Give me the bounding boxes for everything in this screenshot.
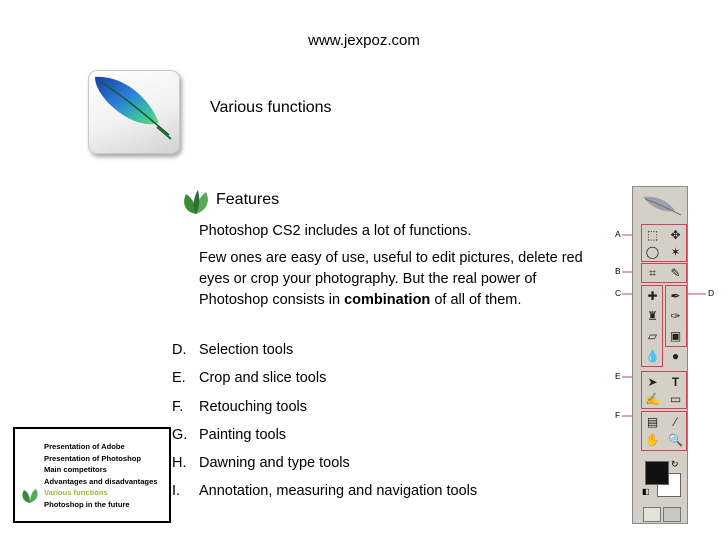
nav-item-competitors[interactable]: Main competitors bbox=[44, 465, 107, 474]
quick-mask-button[interactable] bbox=[663, 507, 681, 522]
list-letter: H. bbox=[172, 455, 187, 472]
list-label: Annotation, measuring and navigation tools bbox=[199, 483, 478, 500]
toolbox-feather-icon bbox=[641, 193, 683, 217]
nav-item-advantages[interactable]: Advantages and disadvantages bbox=[44, 476, 158, 486]
gradient-tool-icon[interactable]: ▣ bbox=[669, 329, 682, 343]
list-item bbox=[172, 453, 477, 481]
blur-tool-icon[interactable]: 💧 bbox=[645, 349, 660, 363]
list-item bbox=[172, 368, 477, 396]
toolbox-label-f: F bbox=[615, 410, 621, 420]
list-item bbox=[172, 425, 477, 453]
features-body-text: Few ones are easy of use, useful to edit pictures, delete red eyes or crop your photography. But the real power of Photoshop consists in bbox=[199, 250, 583, 308]
list-letter: I. bbox=[172, 483, 181, 500]
move-tool-icon[interactable]: ✥ bbox=[670, 228, 681, 242]
eyedropper-tool-icon[interactable]: ⁄ bbox=[674, 415, 677, 429]
nav-item-various-functions[interactable]: Various functions bbox=[44, 488, 108, 497]
foreground-color-front bbox=[645, 461, 669, 485]
slide-title: Various functions bbox=[210, 99, 332, 116]
lasso-tool-icon[interactable]: ◯ bbox=[645, 245, 660, 259]
list-item bbox=[172, 397, 477, 425]
features-title: Features bbox=[216, 191, 280, 208]
toolbox-label-a: A bbox=[615, 229, 621, 239]
nav-list bbox=[44, 441, 158, 510]
slice-tool-icon[interactable]: ✎ bbox=[670, 266, 681, 280]
default-colors-icon[interactable]: ◧ bbox=[642, 487, 650, 496]
history-brush-icon[interactable]: ✑ bbox=[670, 309, 681, 323]
zoom-tool-icon[interactable]: 🔍 bbox=[668, 433, 683, 447]
eraser-tool-icon[interactable]: ▱ bbox=[647, 329, 658, 343]
list-item bbox=[172, 481, 477, 509]
toolbox-label-c: C bbox=[615, 288, 622, 298]
nav-item-photoshop[interactable]: Presentation of Photoshop bbox=[44, 453, 142, 463]
features-body-end: of all of them. bbox=[430, 292, 522, 308]
list-label: Crop and slice tools bbox=[199, 370, 327, 387]
features-body bbox=[199, 248, 609, 311]
list-letter: G. bbox=[172, 426, 188, 443]
features-intro: Photoshop CS2 includes a lot of functions. bbox=[199, 223, 472, 239]
feather-icon bbox=[89, 71, 179, 153]
tool-groups-list bbox=[172, 340, 477, 510]
healing-brush-icon[interactable]: ✚ bbox=[647, 289, 658, 303]
nav-item-adobe[interactable]: Presentation of Adobe bbox=[44, 442, 125, 451]
pen-tool-icon[interactable]: ✍ bbox=[645, 392, 660, 406]
notes-tool-icon[interactable]: ▤ bbox=[646, 415, 659, 429]
toolbox-label-d: D bbox=[708, 288, 715, 298]
list-item bbox=[172, 340, 477, 368]
standard-mode-button[interactable] bbox=[643, 507, 661, 522]
marquee-tool-icon[interactable]: ⬚ bbox=[646, 228, 659, 242]
magic-wand-tool-icon[interactable]: ✶ bbox=[670, 245, 681, 259]
leaf-bullet-icon bbox=[180, 188, 212, 216]
photoshop-toolbox bbox=[632, 186, 688, 524]
swap-colors-icon[interactable]: ↻ bbox=[671, 459, 679, 469]
brush-tool-icon[interactable]: ✒ bbox=[670, 289, 681, 303]
toolbox-label-b: B bbox=[615, 266, 621, 276]
hand-tool-icon[interactable]: ✋ bbox=[645, 433, 660, 447]
list-label: Painting tools bbox=[199, 426, 287, 443]
path-selection-icon[interactable]: ➤ bbox=[647, 375, 658, 389]
list-letter: D. bbox=[172, 342, 187, 358]
list-label: Dawning and type tools bbox=[199, 455, 350, 472]
nav-item-future[interactable]: Photoshop in the future bbox=[44, 499, 130, 509]
photoshop-feather-logo bbox=[88, 70, 180, 154]
site-url: www.jexpoz.com bbox=[308, 32, 420, 49]
list-label: Selection tools bbox=[199, 342, 294, 358]
list-letter: F. bbox=[172, 398, 184, 415]
dodge-tool-icon[interactable]: ● bbox=[671, 349, 680, 363]
toolbox-label-e: E bbox=[615, 371, 621, 381]
list-letter: E. bbox=[172, 370, 186, 387]
shape-tool-icon[interactable]: ▭ bbox=[669, 392, 682, 406]
combination-emphasis: combination bbox=[344, 292, 431, 308]
leaf-marker-icon bbox=[20, 486, 40, 504]
crop-tool-icon[interactable]: ⌗ bbox=[649, 266, 656, 280]
list-label: Retouching tools bbox=[199, 398, 308, 415]
type-tool-icon[interactable]: T bbox=[671, 375, 680, 389]
navigation-box bbox=[13, 427, 171, 523]
stamp-tool-icon[interactable]: ♜ bbox=[647, 309, 658, 323]
